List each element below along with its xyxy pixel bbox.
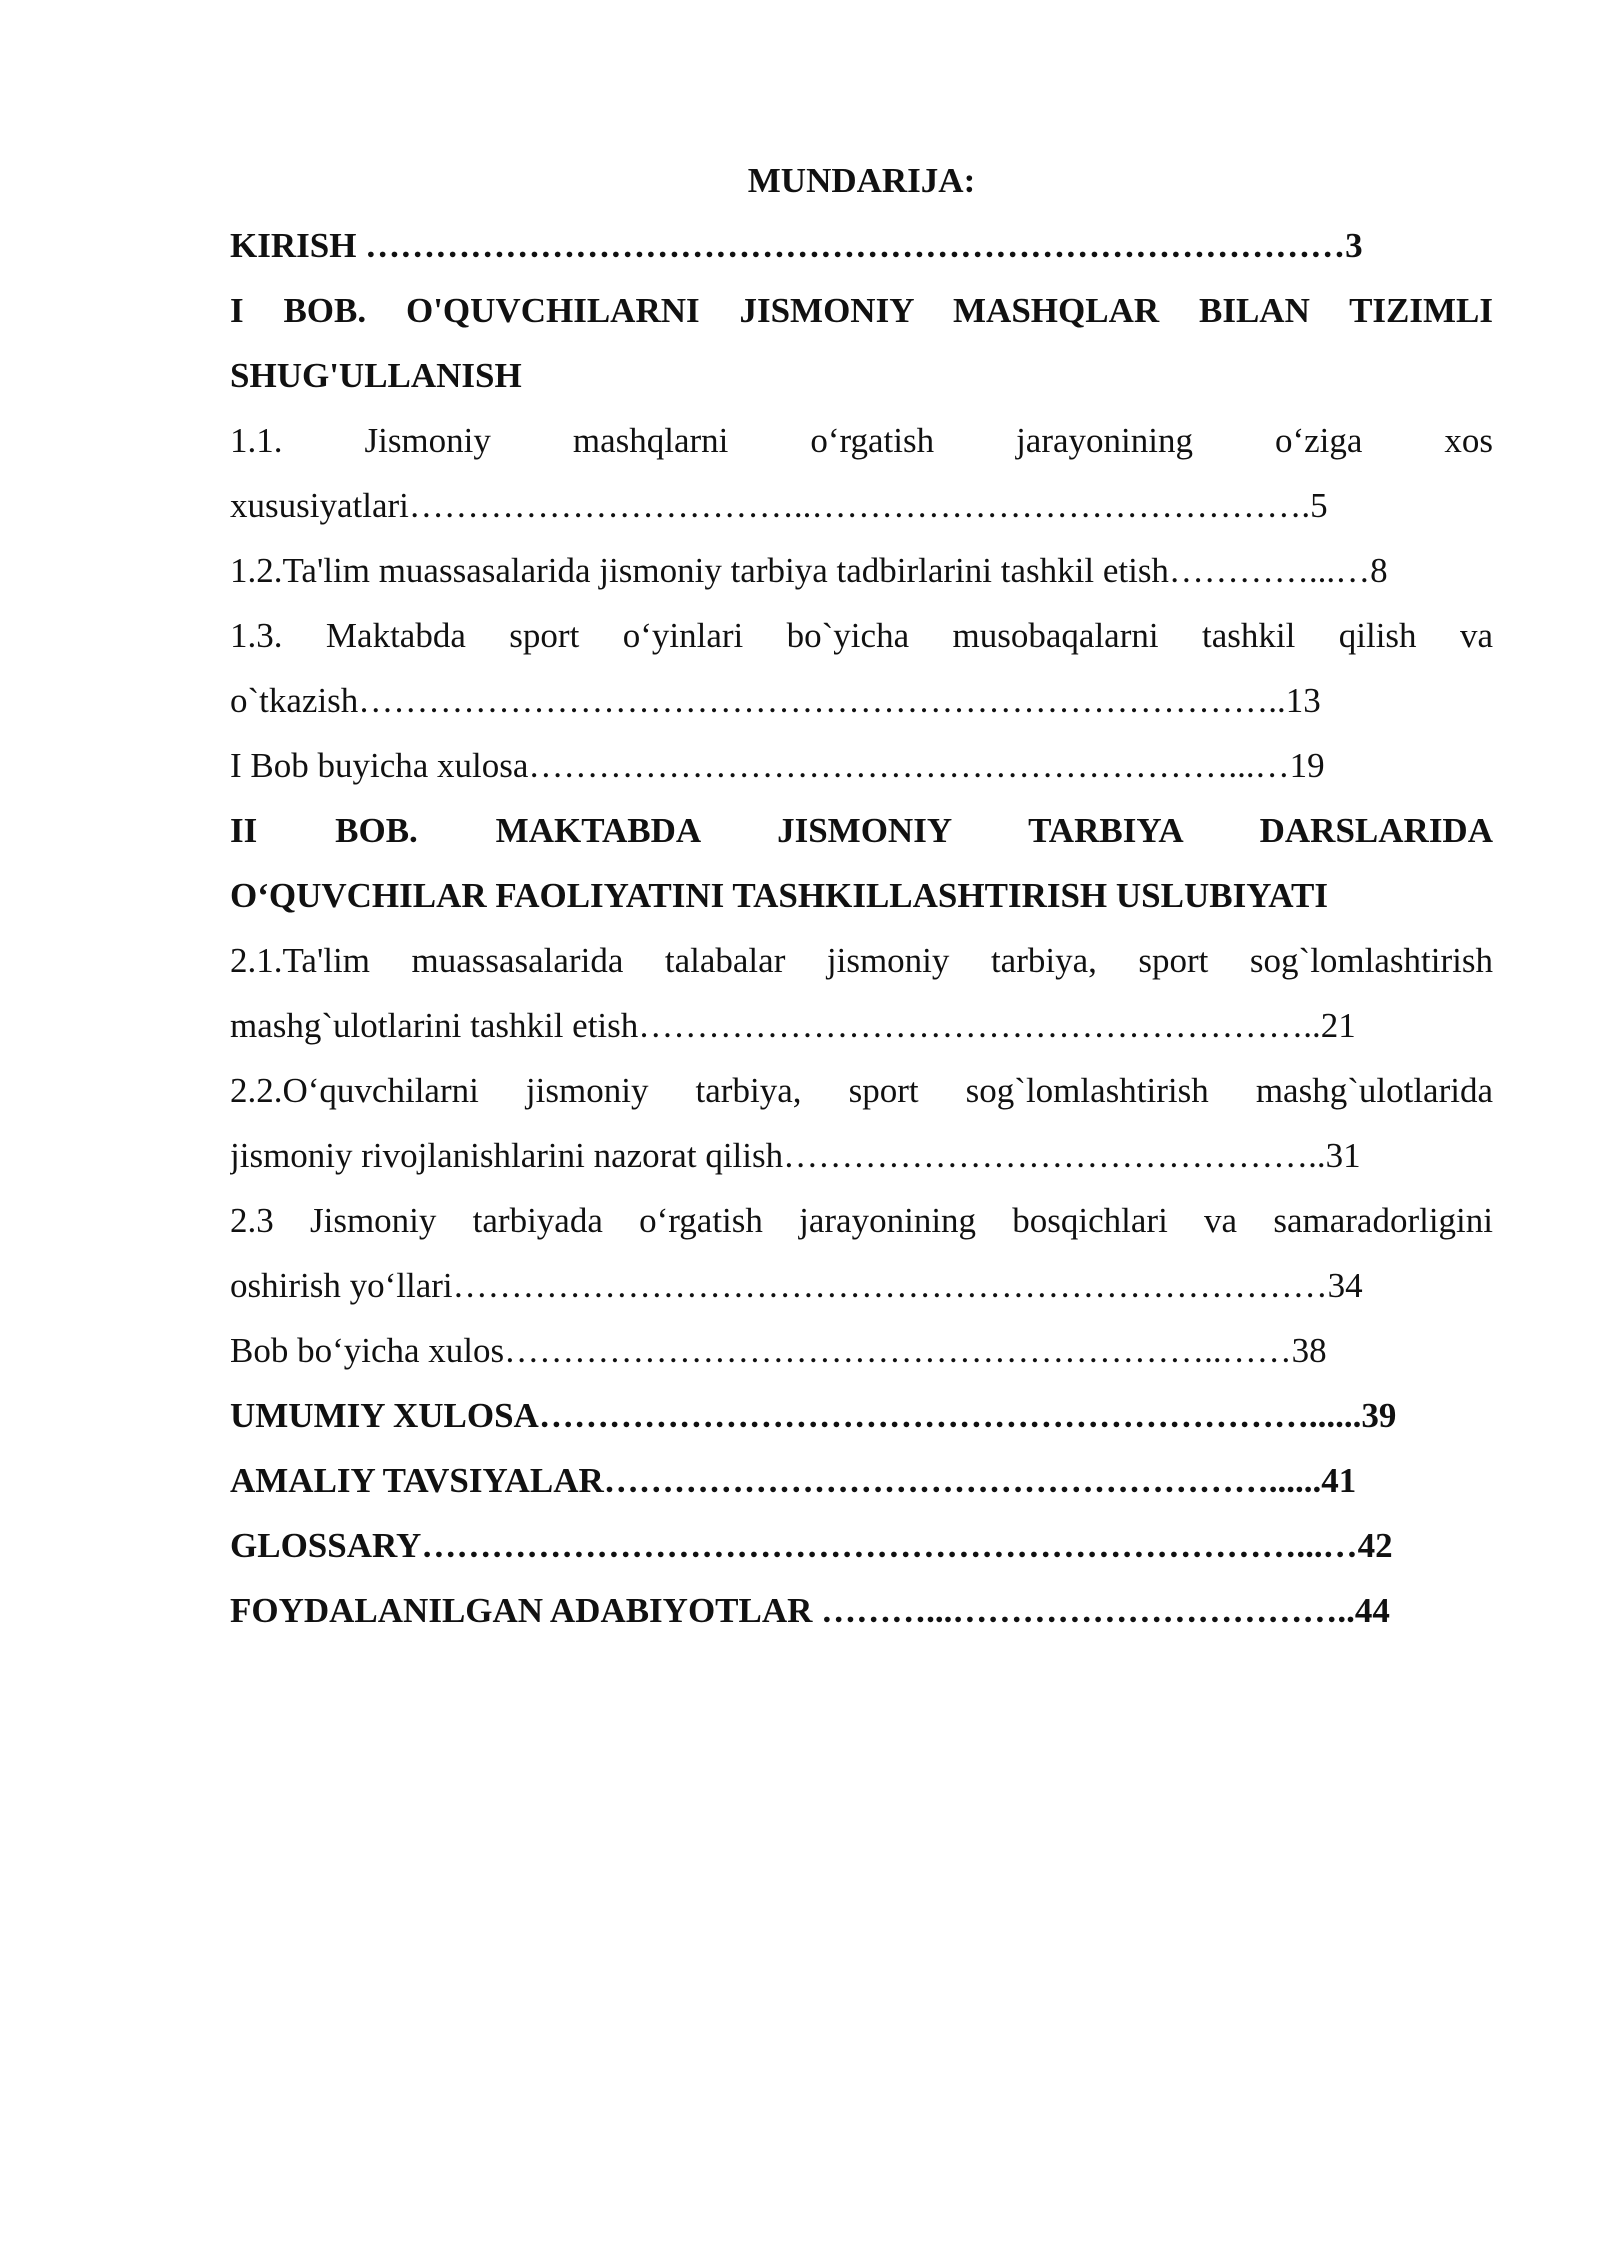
toc-line: II BOB. MAKTABDA JISMONIY TARBIYA DARSLARIDA — [230, 811, 1493, 850]
toc-line: oshirish yo‘llari…………………………………………………………………34 — [230, 1266, 1363, 1305]
toc-line: 2.1.Ta'lim muassasalarida talabalar jismoniy tarbiya, sport sog`lomlashtirish — [230, 941, 1493, 980]
toc-line: mashg`ulotlarini tashkil etish…………………………………………………..21 — [230, 1006, 1356, 1045]
toc-line: 1.1. Jismoniy mashqlarni o‘rgatish jarayonining o‘ziga xos — [230, 421, 1493, 460]
toc-line: AMALIY TAVSIYALAR…………………………………………………......41 — [230, 1461, 1357, 1500]
toc-line: O‘QUVCHILAR FAOLIYATINI TASHKILLASHTIRISH USLUBIYATI — [230, 876, 1328, 915]
page-title: MUNDARIJA: — [747, 161, 976, 200]
toc-line: 2.2.O‘quvchilarni jismoniy tarbiya, sport sog`lomlashtirish mashg`ulotlarida — [230, 1071, 1493, 1110]
toc-line: 1.3. Maktabda sport o‘yinlari bo`yicha musobaqalarni tashkil qilish va — [230, 616, 1493, 655]
toc-line: I BOB. O'QUVCHILARNI JISMONIY MASHQLAR BILAN TIZIMLI — [230, 291, 1493, 330]
toc-line: 2.3 Jismoniy tarbiyada o‘rgatish jarayonining bosqichlari va samaradorligini — [230, 1201, 1493, 1240]
toc-line: I Bob buyicha xulosa……………………………………………………...…19 — [230, 746, 1325, 785]
toc-list — [230, 213, 1493, 1643]
toc-line: UMUMIY XULOSA…………………………………………………………......39 — [230, 1396, 1397, 1435]
toc-line: FOYDALANILGAN ADABIYOTLAR ………...……………………………..44 — [230, 1591, 1390, 1630]
toc-line: xususiyatlari……………………………..…………………………………….5 — [230, 486, 1328, 525]
toc-line: 1.2.Ta'lim muassasalarida jismoniy tarbiya tadbirlarini tashkil etish…………...…8 — [230, 551, 1388, 590]
toc-line: GLOSSARY…………………………………………………………………...…42 — [230, 1526, 1393, 1565]
table-of-contents — [230, 148, 1493, 1643]
toc-line: o`tkazish……………………………………………………………………..13 — [230, 681, 1321, 720]
toc-line: Bob bo‘yicha xulos……………………………………………………..……38 — [230, 1331, 1327, 1370]
toc-line: jismoniy rivojlanishlarini nazorat qilish………………………………………..31 — [230, 1136, 1361, 1175]
toc-line: SHUG'ULLANISH — [230, 356, 522, 395]
toc-line: KIRISH …………………………………………………………………………3 — [230, 226, 1363, 265]
